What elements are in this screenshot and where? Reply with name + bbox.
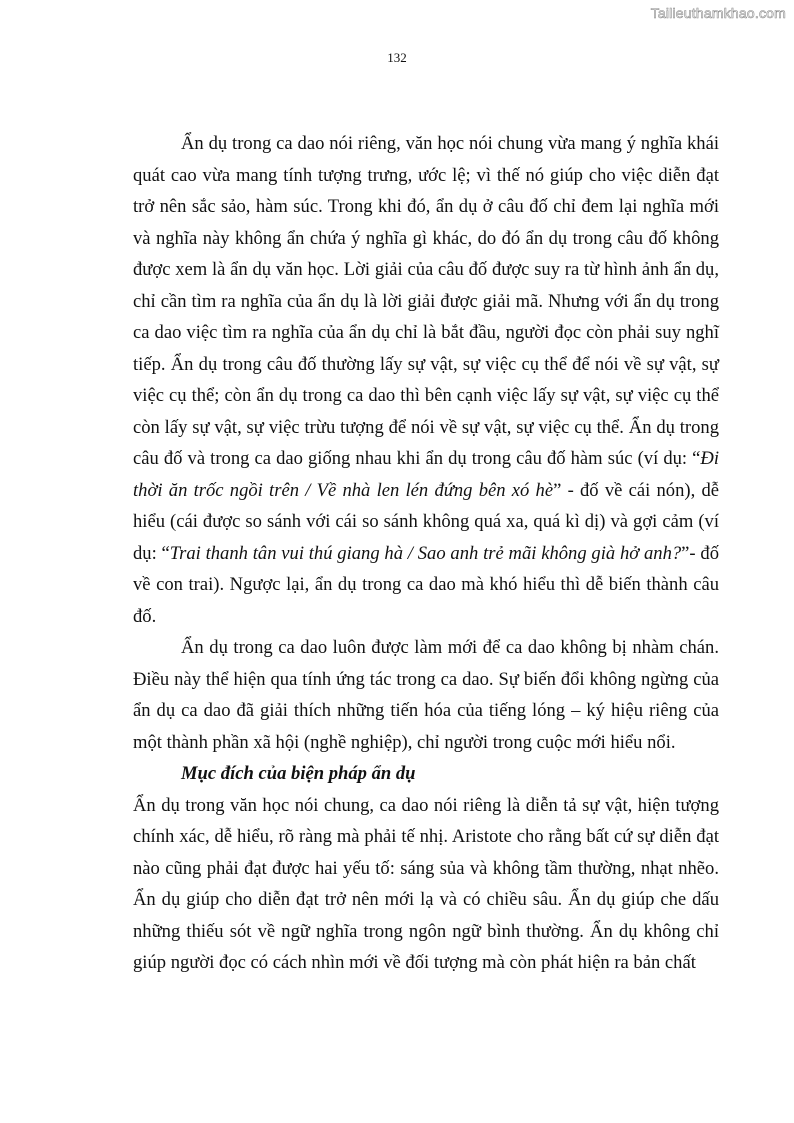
- paragraph-1-text-c: ”- đố về con trai). Ngược lại, ẩn dụ trong ca dao mà khó hiểu thì dễ biến thành câu đố.: [133, 542, 719, 627]
- page-number: 132: [387, 50, 407, 65]
- paragraph-1-text-a: Ẩn dụ trong ca dao nói riêng, văn học nói chung vừa mang ý nghĩa khái quát cao vừa mang tính tượng trưng, ước lệ; vì thế nó giúp cho việc diễn đạt trở nên sắc sảo, hàm súc. Trong khi đó, ẩn dụ ở câu đố chỉ đem lại nghĩa mới và nghĩa này không ẩn chứa ý nghĩa gì khác, do đó ẩn dụ trong câu đố không được xem là ẩn dụ văn học. Lời giải của câu đố được suy ra từ hình ảnh ẩn dụ, chỉ cần tìm ra nghĩa của ẩn dụ là lời giải được giải mã. Nhưng với ẩn dụ trong ca dao việc tìm ra nghĩa của ẩn dụ chỉ là bắt đầu, người đọc còn phải suy nghĩ tiếp. Ẩn dụ trong câu đố thường lấy sự vật, sự việc cụ thể để nói về sự vật, sự việc cụ thể; còn ẩn dụ trong ca dao thì bên cạnh việc lấy sự vật, sự việc cụ thể còn lấy sự vật, sự việc trừu tượng để nói về sự vật, sự việc cụ thể. Ẩn dụ trong câu đố và trong ca dao giống nhau khi ẩn dụ trong câu đố hàm súc (ví dụ: “: [133, 133, 719, 469]
- section-heading: Mục đích của biện pháp ẩn dụ: [181, 763, 416, 784]
- document-body: [133, 128, 719, 979]
- riddle-quote-young-man: Trai thanh tân vui thú giang hà / Sao anh trẻ mãi không già hở anh?: [169, 542, 682, 564]
- paragraph-3: Ẩn dụ trong văn học nói chung, ca dao nói riêng là diễn tả sự vật, hiện tượng chính xác, dễ hiểu, rõ ràng mà phải tế nhị. Aristote cho rằng bất cứ sự diễn đạt nào cũng phải đạt được hai yếu tố: sáng sủa và không tầm thường, nhạt nhẽo. Ẩn dụ giúp cho diễn đạt trở nên mới lạ và có chiều sâu. Ẩn dụ giúp che dấu những thiếu sót về ngữ nghĩa trong ngôn ngữ bình thường. Ẩn dụ không chỉ giúp người đọc có cách nhìn mới về đối tượng mà còn phát hiện ra bản chất: [133, 794, 719, 973]
- paragraph-1: [133, 128, 719, 632]
- watermark-text: Tailieuthamkhao.com: [650, 5, 786, 21]
- paragraph-1-text-b: ” - đố về cái nón), dễ hiểu (cái được so sánh với cái so sánh không quá xa, quá kì dị) và gợi cảm (ví dụ: “: [133, 479, 719, 564]
- paragraph-2: Ẩn dụ trong ca dao luôn được làm mới để ca dao không bị nhàm chán. Điều này thể hiện qua tính ứng tác trong ca dao. Sự biến đổi không ngừng của ẩn dụ ca dao đã giải thích những tiến hóa của tiếng lóng – ký hiệu riêng của một thành phần xã hội (nghề nghiệp), chỉ người trong cuộc mới hiểu nổi.: [133, 637, 719, 753]
- riddle-quote-hat: Đi thời ăn trốc ngồi trên / Về nhà len lén đứng bên xó hè: [133, 448, 719, 501]
